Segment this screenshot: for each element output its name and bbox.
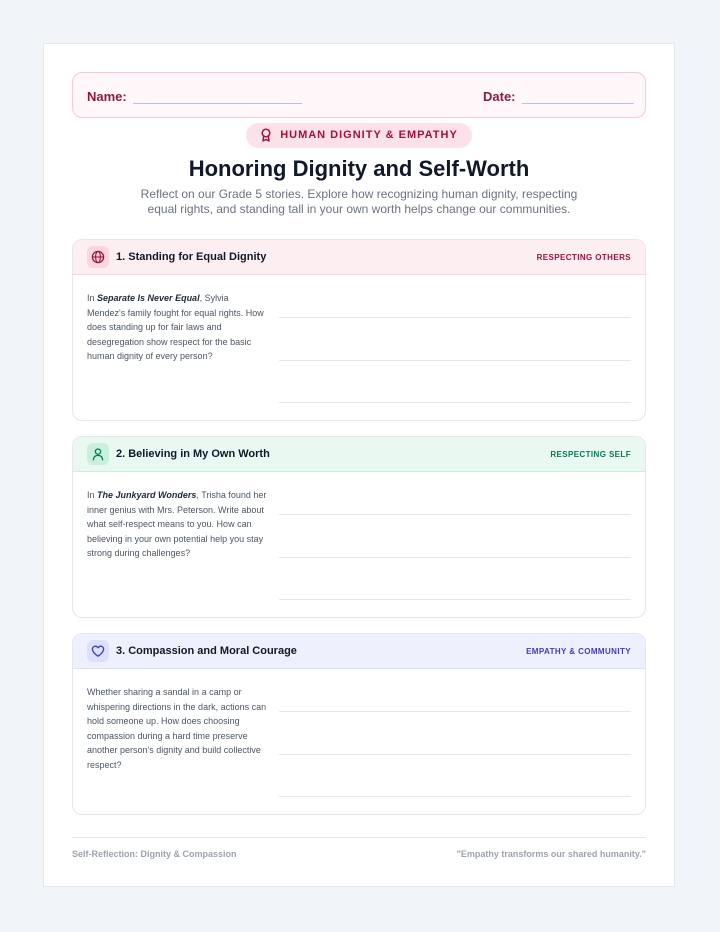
section-card-own-worth [72,436,646,618]
answer-line[interactable] [279,317,631,318]
name-date-box [72,72,646,118]
date-field-line[interactable] [522,103,634,104]
answer-line[interactable] [279,514,631,515]
section-prompt: Whether sharing a sandal in a camp or whispering directions in the dark, actions can hold someone up. How does choosing compassion during a hard time preserve another person's dignity and build collective respect? [87,687,267,770]
date-label: Date: [483,89,516,104]
section-card-equal-dignity [72,239,646,421]
globe-icon [91,250,105,264]
section-tag: RESPECTING SELF [550,450,631,459]
worksheet-page [43,43,675,887]
answer-line[interactable] [279,557,631,558]
heart-icon [91,644,105,658]
topic-badge [246,123,472,148]
section-prompt: In The Junkyard Wonders, Trisha found her inner genius with Mrs. Peterson. Write about what self-respect means to you. How can believing in your own potential help you stay strong during challenges? [87,490,267,558]
section-prompt: In Separate Is Never Equal, Sylvia Mendez's family fought for equal rights. How does standing up for fair laws and desegregation show respect for the basic human dignity of every person? [87,293,264,361]
section-header [73,240,645,275]
topic-badge-label: HUMAN DIGNITY & EMPATHY [280,129,458,141]
answer-line[interactable] [279,711,631,712]
section-tag: EMPATHY & COMMUNITY [526,647,631,656]
answer-line[interactable] [279,360,631,361]
name-label: Name: [87,89,127,104]
footer-left: Self-Reflection: Dignity & Compassion [72,849,237,859]
section-tag: RESPECTING OTHERS [536,253,631,262]
section-title: 3. Compassion and Moral Courage [116,645,297,657]
section-title: 2. Believing in My Own Worth [116,448,270,460]
answer-line[interactable] [279,599,631,600]
page-footer [72,837,646,859]
section-card-compassion [72,633,646,815]
section-header [73,634,645,669]
footer-quote: "Empathy transforms our shared humanity." [456,849,646,859]
award-ribbon-icon [260,128,272,142]
page-subtitle: Reflect on our Grade 5 stories. Explore how recognizing human dignity, respecting equal rights, and standing tall in your own worth helps change our communities. [140,187,578,216]
answer-line[interactable] [279,796,631,797]
section-header [73,437,645,472]
answer-line[interactable] [279,402,631,403]
page-title: Honoring Dignity and Self-Worth [188,156,530,181]
answer-line[interactable] [279,754,631,755]
section-title: 1. Standing for Equal Dignity [116,251,267,263]
person-icon [91,447,105,461]
name-field-line[interactable] [133,103,302,104]
